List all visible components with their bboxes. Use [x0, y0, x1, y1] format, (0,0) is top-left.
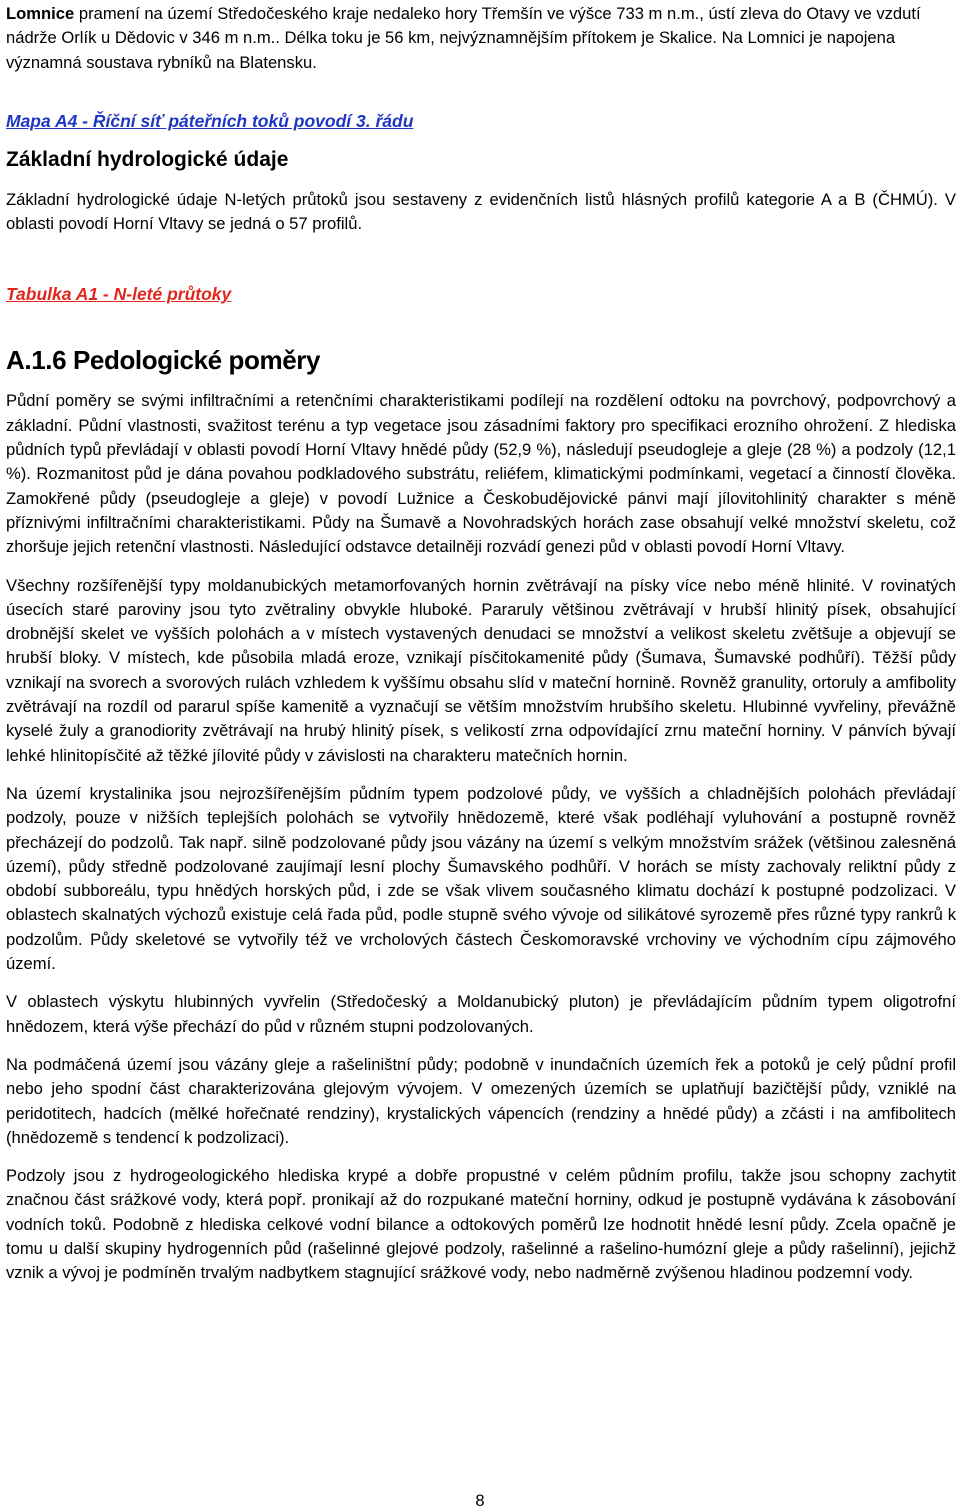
hydro-heading: Základní hydrologické údaje	[6, 147, 289, 171]
map-link[interactable]: Mapa A4 - Říční síť páteřních toků povodí 3. řádu	[6, 110, 414, 131]
intro-paragraph	[6, 0, 956, 75]
document-page	[6, 0, 956, 1286]
section-heading: A.1.6 Pedologické poměry	[6, 345, 321, 376]
intro-text: pramení na území Středočeského kraje nedaleko hory Třemšín ve výšce 733 m n.m., ústí zleva do Otavy ve vzdutí nádrže Orlík u Dědovic v 346 m n.m.. Délka toku je 56 km, nejvýznamnějším přítokem je Skalice. Na Lomnici je napojena významná soustava rybníků na Blatensku.	[6, 4, 921, 72]
body-paragraph-1: Půdní poměry se svými infiltračními a retenčními charakteristikami podílejí na rozdělení odtoku na povrchový, podpovrchový a základní. Půdní vlastnosti, svažitost terénu a typ vegetace jsou zásadními faktory pro specifikaci erozního ohrožení. Z hlediska půdních typů převládají v oblasti povodí Horní Vltavy hnědé půdy (52,9 %), následují pseudogleje a gleje (28 %) a podzoly (12,1 %). Rozmanitost půd je dána povahou podkladového substrátu, reliéfem, klimatickými podmínkami, vegetací a činností člověka. Zamokřené půdy (pseudogleje a gleje) v povodí Lužnice a Českobudějovické pánvi mají jílovitohlinitý charakter s méně příznivými infiltračními charakteristikami. Půdy na Šumavě a Novohradských horách zase obsahují velké množství skeletu, což zhoršuje jejich retenční vlastnosti. Následující odstavce detailněji rozvádí genezi půd v oblasti povodí Horní Vltavy.	[6, 391, 956, 557]
hydro-paragraph: Základní hydrologické údaje N-letých průtoků jsou sestaveny z evidenčních listů hlásných profilů kategorie A a B (ČHMÚ). V oblasti povodí Horní Vltavy se jedná o 57 profilů.	[6, 189, 956, 234]
page-number: 8	[475, 1491, 485, 1510]
body-paragraph-2: Všechny rozšířenější typy moldanubických metamorfovaných hornin zvětrávají na písky více nebo méně hlinité. V rovinatých úsecích staré paroviny jsou tyto zvětraliny obvykle hluboké. Pararuly většinou zvětrávají v hrubší hlinitý písek, obsahující drobnější skelet ve vyšších polohách a v místech vystavených denudaci se množství a velikost skeletu zvětšuje a objevují se hrubší bloky. V místech, kde působila mladá eroze, vznikají písčitokamenité půdy (Šumava, Šumavské podhůří). Těžší půdy vznikají na svorech a svorových rulách vzhledem k vyššímu obsahu slíd v mateční hornině. Rovněž granulity, ortoruly a amfibolity zvětrávají na rozdíl od pararul spíše kamenitě a vyznačují se větším množstvím hrubšího skeletu. Hlubinné vyvřeliny, převážně kyselé žuly a granodiority zvětrávají na hrubý hlinitý písek, s velikostí zrna odpovídající zrnu mateční horniny. V pánvích bývají lehké hlinitopísčité až těžké jílovité půdy v závislosti na charakteru matečních hornin.	[6, 575, 956, 765]
body-paragraph-6: Podzoly jsou z hydrogeologického hlediska krypé a dobře propustné v celém půdním profilu, takže jsou schopny zachytit značnou část srážkové vody, která popř. pronikají až do rozpukané mateční horniny, odkud je postupně vydávána k zásobování vodních toků. Podobně z hlediska celkové vodní bilance a odtokových poměrů lze hodnotit hnědé lesní půdy. Zcela opačně je tomu u další skupiny hydrogenních půd (rašelinné glejové podzoly, rašelinné a rašelino-humózní gleje a půdy rašelinní), jejichž vznik a vývoj je podmíněn trvalým nadbytkem stagnující srážkové vody, nebo nadměrně zvýšenou hladinou podzemní vody.	[6, 1166, 956, 1283]
river-name: Lomnice	[6, 4, 75, 23]
body-paragraph-5: Na podmáčená území jsou vázány gleje a rašeliništní půdy; podobně v inundačních územích řek a potoků je celý půdní profil nebo jeho spodní část charakterizována glejovým vývojem. V omezených územích se uplatňují bazičtější půdy, vzniklé na peridotitech, hadcích (mělké hořečnaté rendziny), krystalických vápencích (rendziny a hnědé půdy) a zčásti i na amfibolitech (hnědozemě s tendencí k podzolizaci).	[6, 1054, 956, 1147]
table-link[interactable]: Tabulka A1 - N-leté průtoky	[6, 284, 232, 305]
body-paragraph-3: Na území krystalinika jsou nejrozšířenějším půdním typem podzolové půdy, ve vyšších a chladnějších polohách převládají podzoly, pouze v nižších teplejších polohách se vytvořily hnědozemě, které však podléhají vyluhování a postupně rovněž přecházejí do podzolů. Tak např. silně podzolované půdy jsou vázány na území s velkým množstvím srážek (většinou zalesněná území), půdy středně podzolované zaujímají lesní plochy Šumavského podhůří. V horách se místy zachovaly reliktní půdy z období subboreálu, typu hnědých horských půd, i zde se však vlivem současného klimatu dochází k postupné podzolizaci. V oblastech skalnatých výchozů existuje celá řada půd, podle stupně svého vývoje od silikátové syrozemě přes různé typy rankrů k podzolům. Půdy skeletové se vytvořily též ve vrcholových částech Českomoravské vrchoviny ve východním cípu zájmového území.	[6, 783, 956, 974]
body-paragraph-4: V oblastech výskytu hlubinných vyvřelin (Středočeský a Moldanubický pluton) je převládajícím půdním typem oligotrofní hnědozem, která výše přechází do půd v různém stupni podzolovaných.	[6, 992, 956, 1036]
